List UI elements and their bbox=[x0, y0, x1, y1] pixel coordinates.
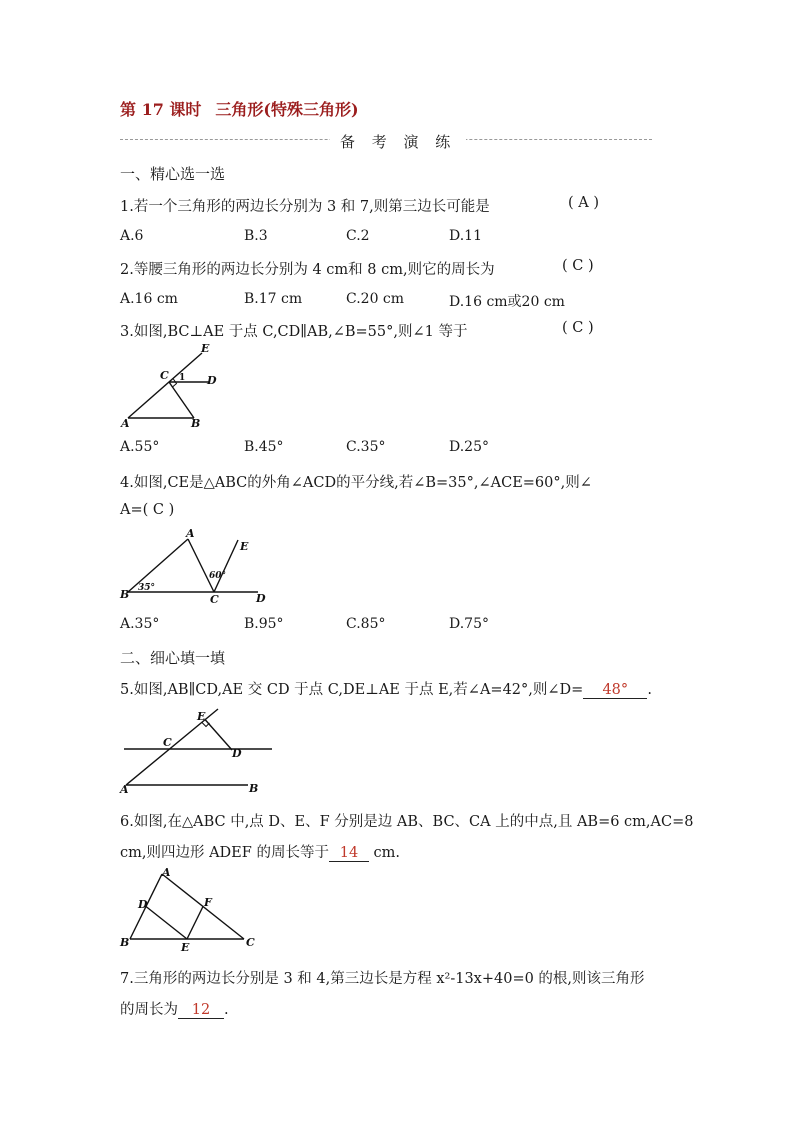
question-3: 3.如图,BC⊥AE 于点 C,CD∥AB,∠B=55°,则∠1 等于 bbox=[120, 324, 468, 340]
fig6-label-a: A bbox=[162, 866, 171, 879]
lesson-topic: 三角形(特殊三角形) bbox=[215, 100, 359, 119]
question-7-blank: 12 bbox=[178, 1002, 224, 1019]
question-5-text: 5.如图,AB∥CD,AE 交 CD 于点 C,DE⊥AE 于点 E,若∠A=42°,则∠D= bbox=[120, 682, 584, 698]
q1-option-b: B.3 bbox=[244, 228, 268, 244]
question-4-line1: 4.如图,CE是△ABC的外角∠ACD的平分线,若∠B=35°,∠ACE=60°,则∠ bbox=[120, 475, 592, 491]
part1-heading: 一、精心选一选 bbox=[120, 165, 226, 183]
fig6-label-d: D bbox=[138, 898, 148, 911]
question-7-line1: 7.三角形的两边长分别是 3 和 4,第三边长是方程 x²-13x+40=0 的根,则该三角形 bbox=[120, 971, 645, 987]
q4-option-d: D.75° bbox=[449, 616, 489, 632]
question-7-end: . bbox=[224, 1002, 229, 1018]
fig5-label-d: D bbox=[232, 747, 242, 760]
fig5-label-a: A bbox=[120, 783, 129, 796]
q3-option-a: A.55° bbox=[120, 439, 160, 455]
lesson-title bbox=[120, 97, 359, 120]
q4-option-c: C.85° bbox=[346, 616, 386, 632]
fig5-label-b: B bbox=[249, 782, 259, 795]
fig6-label-b: B bbox=[120, 936, 130, 949]
question-2: 2.等腰三角形的两边长分别为 4 cm和 8 cm,则它的周长为 bbox=[120, 262, 495, 278]
fig5-label-c: C bbox=[163, 736, 172, 749]
fig4-line-ac bbox=[188, 539, 214, 592]
fig4-label-35: 35° bbox=[138, 583, 156, 593]
q2-option-c: C.20 cm bbox=[346, 291, 405, 307]
figure-5 bbox=[118, 705, 273, 795]
question-1: 1.若一个三角形的两边长分别为 3 和 7,则第三边长可能是 bbox=[120, 199, 490, 215]
q2-option-a: A.16 cm bbox=[120, 291, 178, 307]
q2-option-b: B.17 cm bbox=[244, 291, 303, 307]
fig3-line-cb bbox=[169, 382, 194, 418]
question-6-line1: 6.如图,在△ABC 中,点 D、E、F 分别是边 AB、BC、CA 上的中点,且 AB=6 cm,AC=8 bbox=[120, 814, 694, 830]
fig3-label-c: C bbox=[160, 369, 169, 382]
fig3-line-ae bbox=[128, 353, 202, 418]
question-6-text: cm,则四边形 ADEF 的周长等于 bbox=[120, 845, 329, 861]
fig4-label-60: 60° bbox=[209, 571, 227, 581]
q3-option-d: D.25° bbox=[449, 439, 489, 455]
q3-option-b: B.45° bbox=[244, 439, 284, 455]
q3-option-c: C.35° bbox=[346, 439, 386, 455]
fig4-line-ba bbox=[128, 539, 188, 592]
q4-option-b: B.95° bbox=[244, 616, 284, 632]
part2-heading: 二、细心填一填 bbox=[120, 649, 226, 667]
question-3-answer: ( C ) bbox=[562, 320, 594, 336]
fig3-label-a: A bbox=[121, 417, 130, 430]
fig4-label-e: E bbox=[240, 540, 249, 553]
question-5-blank: 48° bbox=[583, 682, 647, 699]
fig6-line-ef bbox=[187, 907, 203, 940]
question-7-line2 bbox=[120, 998, 229, 1019]
question-5-end: . bbox=[647, 682, 652, 698]
fig6-line-de bbox=[146, 907, 187, 940]
figure-3 bbox=[118, 342, 228, 432]
fig5-label-e: E bbox=[197, 710, 206, 723]
question-1-answer: ( A ) bbox=[568, 195, 600, 211]
figure-4 bbox=[118, 528, 268, 604]
fig4-line-ce bbox=[214, 540, 238, 592]
question-7-text: 的周长为 bbox=[120, 1002, 178, 1018]
figure-6 bbox=[118, 866, 263, 952]
lesson-number: 第 17 课时 bbox=[120, 100, 202, 119]
fig4-label-a: A bbox=[186, 527, 195, 540]
fig3-label-b: B bbox=[191, 417, 201, 430]
fig6-label-c: C bbox=[246, 936, 255, 949]
question-4-prefix: A= bbox=[120, 502, 143, 518]
question-6-line2 bbox=[120, 841, 400, 862]
q1-option-c: C.2 bbox=[346, 228, 370, 244]
fig3-label-1: 1 bbox=[179, 373, 186, 383]
question-4-answer: ( C ) bbox=[142, 502, 175, 518]
fig3-right-angle bbox=[173, 379, 177, 388]
q1-option-d: D.11 bbox=[449, 228, 482, 244]
q4-option-a: A.35° bbox=[120, 616, 160, 632]
fig6-label-f: F bbox=[204, 896, 212, 909]
fig3-label-d: D bbox=[207, 374, 217, 387]
q2-option-d: D.16 cm或20 cm bbox=[449, 294, 565, 310]
fig4-label-b: B bbox=[120, 588, 130, 601]
question-6-blank: 14 bbox=[329, 845, 369, 862]
fig4-label-d: D bbox=[256, 592, 266, 605]
q1-option-a: A.6 bbox=[120, 228, 144, 244]
fig6-label-e: E bbox=[181, 941, 190, 954]
fig3-label-e: E bbox=[201, 342, 210, 355]
question-4-line2 bbox=[120, 502, 174, 518]
fig4-label-c: C bbox=[210, 593, 219, 606]
question-5 bbox=[120, 678, 652, 699]
question-6-end: cm. bbox=[368, 845, 401, 861]
section-label: 备 考 演 练 bbox=[330, 131, 466, 152]
question-2-answer: ( C ) bbox=[562, 258, 594, 274]
